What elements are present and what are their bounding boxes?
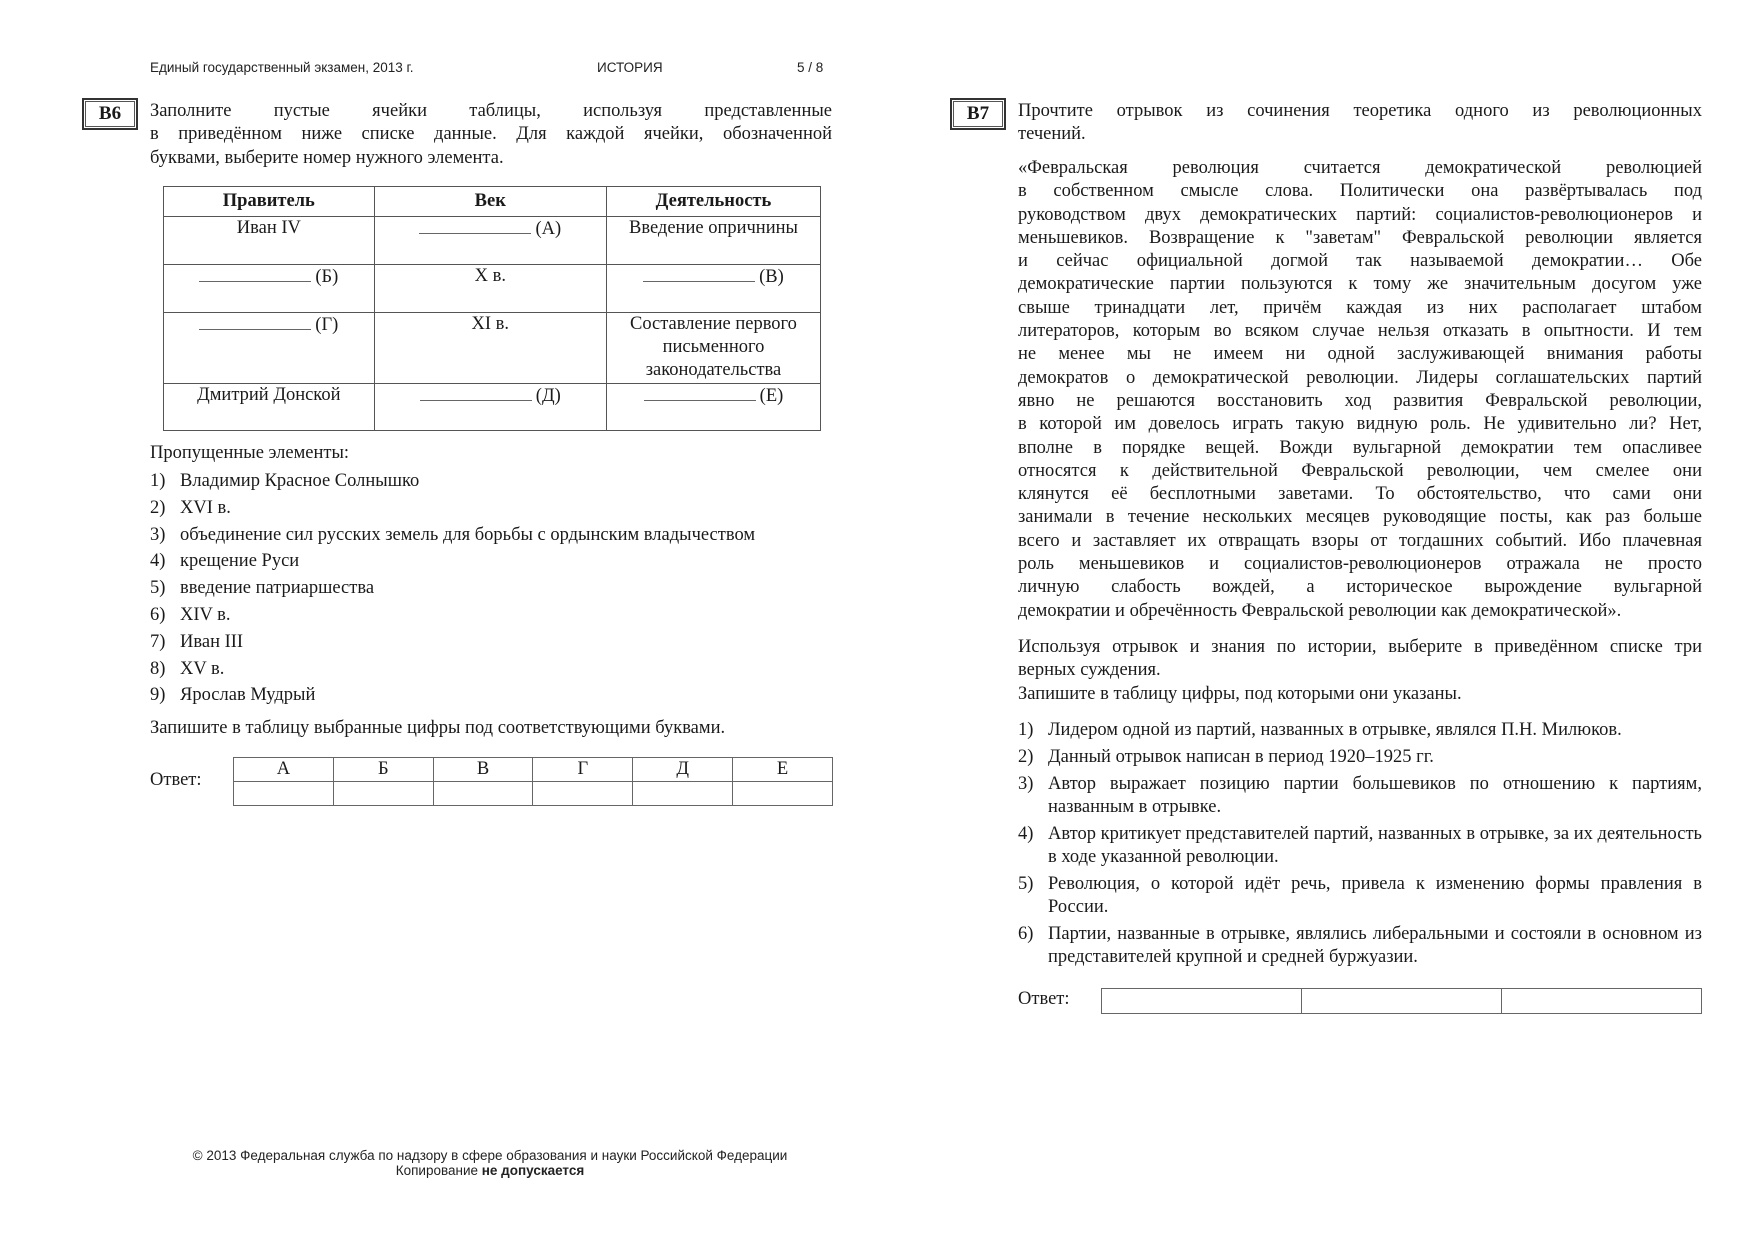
b6-answer-label: Ответ: [150,770,202,790]
blank-cell-v[interactable] [606,265,820,313]
list-item [1018,746,1702,769]
item-text: XV в. [180,658,225,679]
page-number: 5 / 8 [797,60,824,75]
b7-answer-table [1101,988,1702,1014]
b7-write-instruction: Запишите в таблицу цифры, под которыми они указаны. [1018,683,1462,704]
blank-cell-b[interactable] [164,265,375,313]
quote-line: демократические партии пользуются к тому же значительным досугом уже [1018,274,1702,295]
quote-line: не менее мы не имеем ни одной заслуживающей внимания работы [1018,344,1702,365]
task-label-b6: B6 [82,98,138,130]
col-header-activity: Деятельность [606,187,820,217]
b6-instruction [150,100,832,170]
item-number: 9) [150,685,166,706]
answer-input-3[interactable] [1502,989,1702,1014]
item-number: 3) [150,524,166,545]
table-row [164,313,821,384]
list-item [150,682,755,709]
item-text: Иван III [180,631,244,652]
col-header-ruler: Правитель [164,187,375,217]
item-number: 8) [150,658,166,679]
answer-input-d[interactable] [633,782,733,806]
b6-write-instruction: Запишите в таблицу выбранные цифры под соответствующими буквами. [150,718,726,738]
answer-header-e: Е [733,758,833,782]
item-text: Владимир Красное Солнышко [180,471,420,491]
b6-instruction-line: буквами, выберите номер нужного элемента. [150,147,504,168]
option-number: 3) [1018,773,1034,794]
table-cell: XI в. [374,313,606,384]
list-item [150,602,755,629]
blank-line [199,265,311,282]
table-row [164,265,821,313]
list-item [1018,923,1702,970]
footer-copy-notice [150,1163,830,1178]
quote-line: демократов о демократической революции. Лидеры соглашательских партий [1018,367,1702,388]
quote-line: свыше тринадцати лет, причём каждая из них располагает штабом [1018,297,1702,318]
missing-elements-title: Пропущенные элементы: [150,443,350,463]
quote-line: личную слабость вождей, а историческое вырождение вульгарной [1018,577,1702,598]
table-cell: Дмитрий Донской [164,384,375,431]
table-cell: Введение опричнины [606,217,820,265]
item-number: 6) [150,604,166,625]
option-number: 1) [1018,720,1034,740]
blank-letter: (Д) [535,386,561,406]
blank-letter: (Б) [315,267,339,287]
answer-input-2[interactable] [1302,989,1502,1014]
b7-quote [1018,157,1702,623]
missing-elements-list [150,468,755,709]
option-number: 6) [1018,923,1034,944]
item-text: введение патриаршества [180,578,375,599]
blank-line [419,217,531,234]
answer-input-b[interactable] [333,782,433,806]
option-text: Автор выражает позицию партии большевиков по отношению к партиям, названным в отрывке. [1048,773,1702,817]
b6-instruction-line: в приведённом ниже списке данные. Для каждой ячейки, обозначенной [150,124,832,145]
blank-cell-e[interactable] [606,384,820,431]
item-text: XIV в. [180,604,231,625]
blank-line [199,313,311,330]
option-number: 5) [1018,873,1034,894]
task-label-b7: B7 [950,98,1006,130]
list-item [150,468,755,495]
blank-line [420,384,532,401]
answer-input-1[interactable] [1102,989,1302,1014]
b7-intro-line: течений. [1018,124,1086,145]
quote-line: явно не решаются восстановить ход развития Февральской революции, [1018,390,1702,411]
list-item [1018,873,1702,920]
table-cell: Иван IV [164,217,375,265]
b7-task [1018,636,1702,706]
answer-input-g[interactable] [533,782,633,806]
quote-line: в которой им довелось играть такую видную роль. Не удивительно ли? Нет, [1018,414,1702,435]
option-text: Данный отрывок написан в период 1920–1925 гг. [1048,746,1434,767]
blank-letter: (Е) [759,386,784,406]
blank-cell-a[interactable] [374,217,606,265]
b7-options-list [1018,719,1702,973]
answer-header-a: А [234,758,334,782]
option-number: 4) [1018,823,1034,844]
item-number: 7) [150,631,166,652]
item-text: Ярослав Мудрый [180,685,316,706]
answer-input-a[interactable] [234,782,334,806]
quote-line: занимали в течение нескольких месяцев руководящие посты, как раз больше [1018,507,1702,528]
quote-line: «Февральская революция считается демократической революцией [1018,158,1702,178]
answer-header-d: Д [633,758,733,782]
option-text: Лидером одной из партий, названных в отрывке, являлся П.Н. Милюков. [1048,720,1622,740]
table-row [164,384,821,431]
b7-answer-label: Ответ: [1018,989,1070,1009]
quote-line: и сейчас официальной догмой так называемой демократии… Обе [1018,251,1702,272]
answer-header-v: В [433,758,533,782]
item-number: 4) [150,551,166,572]
list-item [1018,719,1702,742]
option-text: Революция, о которой идёт речь, привела к изменению формы правления в России. [1048,873,1702,918]
blank-line [644,384,756,401]
b7-intro-line: Прочтите отрывок из сочинения теоретика одного из революционных [1018,101,1702,121]
item-number: 5) [150,578,166,599]
quote-line: роль меньшевиков и социалистов-революционеров отражала не просто [1018,554,1702,575]
quote-line: демократии и обречённость Февральской революции как демократической». [1018,600,1622,621]
table-cell: X в. [374,265,606,313]
subject-title: ИСТОРИЯ [597,60,663,75]
answer-header-g: Г [533,758,633,782]
quote-line: клянутся её бесплотными заветами. То обстоятельство, что сами они [1018,484,1702,505]
list-item [150,495,755,522]
answer-header-b: Б [333,758,433,782]
quote-line: всего и заставляет их отвращать взоры от тогдашних событий. Ибо плачевная [1018,530,1702,551]
blank-letter: (В) [759,267,784,287]
quote-line: руководством двух демократических партий: социалистов-революционеров и [1018,204,1702,225]
b6-instruction-line: Заполните пустые ячейки таблицы, используя представленные [150,101,832,121]
footer [150,1148,830,1178]
option-text: Партии, названные в отрывке, являлись либеральными и состояли в основном из представителей крупной и средней буржуазии. [1048,923,1702,968]
quote-line: в собственном смысле слова. Политически она развёртывалась под [1018,181,1702,202]
list-item [1018,823,1702,870]
answer-input-e[interactable] [733,782,833,806]
list-item [150,656,755,683]
footer-copy-bold: не допускается [481,1163,585,1178]
table-cell: Составление первого письменного законодательства [606,313,820,384]
blank-letter: (Г) [315,315,339,335]
option-text: Автор критикует представителей партий, названных в отрывке, за их деятельность в ходе указанной революции. [1048,823,1702,867]
task-line: Используя отрывок и знания по истории, выберите в приведённом списке три [1018,637,1702,657]
quote-line: относятся к действительной Февральской революции, чем смелее они [1018,460,1702,481]
quote-line: вполне в порядке вещей. Вожди вульгарной демократии тем опасливее [1018,437,1702,458]
item-text: XVI в. [180,497,231,518]
exam-title: Единый государственный экзамен, 2013 г. [150,60,414,75]
item-text: объединение сил русских земель для борьбы с ордынским владычеством [180,524,756,545]
b7-intro [1018,100,1702,147]
blank-letter: (А) [535,219,562,239]
quote-line: литераторов, которым во всяком случае нельзя отказать в опытности. И тем [1018,321,1702,342]
option-number: 2) [1018,746,1034,767]
table-row [164,217,821,265]
col-header-century: Век [374,187,606,217]
list-item [150,548,755,575]
footer-copy-text: Копирование [395,1163,482,1178]
quote-line: меньшевиков. Возвращение к "заветам" Февральской революции является [1018,227,1702,248]
answer-input-v[interactable] [433,782,533,806]
task-line: верных суждения. [1018,660,1161,681]
blank-cell-g[interactable] [164,313,375,384]
list-item [150,522,755,549]
b6-table [163,186,821,431]
footer-copyright: © 2013 Федеральная служба по надзору в сфере образования и науки Российской Федерации [192,1148,788,1163]
blank-line [643,265,755,282]
item-number: 1) [150,471,166,491]
item-text: крещение Руси [180,551,300,572]
b6-answer-table [233,757,833,806]
list-item [150,629,755,656]
blank-cell-d[interactable] [374,384,606,431]
list-item [150,575,755,602]
list-item [1018,773,1702,820]
item-number: 2) [150,497,166,518]
